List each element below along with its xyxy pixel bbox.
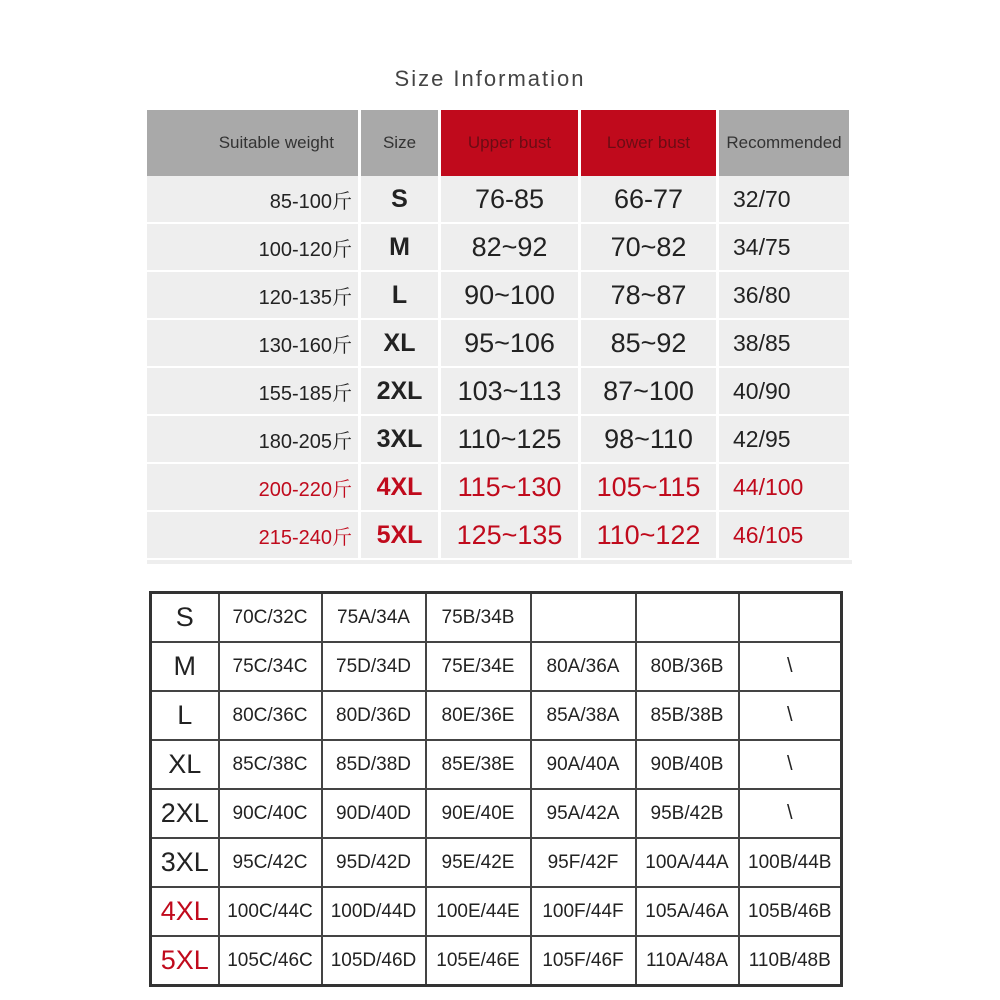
size-row — [147, 272, 852, 320]
weight-cell: 100-120斤 — [147, 224, 361, 272]
grid-cell: \ — [739, 691, 842, 740]
grid-cell: 105C/46C — [219, 936, 322, 986]
lower-bust-cell: 66-77 — [581, 176, 719, 224]
grid-cell: 100E/44E — [426, 887, 531, 936]
lower-bust-cell: 105~115 — [581, 464, 719, 512]
grid-cell — [636, 593, 739, 643]
grid-cell: 80A/36A — [531, 642, 636, 691]
size-row — [147, 176, 852, 224]
weight-cell: 155-185斤 — [147, 368, 361, 416]
grid-size-label: XL — [151, 740, 219, 789]
grid-size-label: L — [151, 691, 219, 740]
grid-cell: 90A/40A — [531, 740, 636, 789]
recommended-cell: 34/75 — [719, 224, 852, 272]
weight-cell: 130-160斤 — [147, 320, 361, 368]
grid-cell: 105E/46E — [426, 936, 531, 986]
grid-cell: 90E/40E — [426, 789, 531, 838]
size-cell: 2XL — [361, 368, 441, 416]
grid-cell: 105F/46F — [531, 936, 636, 986]
upper-bust-cell: 125~135 — [441, 512, 581, 560]
grid-row — [151, 936, 842, 986]
weight-cell: 200-220斤 — [147, 464, 361, 512]
page-title: Size Information — [394, 66, 586, 91]
recommended-cell: 32/70 — [719, 176, 852, 224]
recommended-cell: 40/90 — [719, 368, 852, 416]
grid-cell: 110B/48B — [739, 936, 842, 986]
weight-cell: 180-205斤 — [147, 416, 361, 464]
recommended-cell: 46/105 — [719, 512, 852, 560]
size-row — [147, 512, 852, 560]
grid-cell: \ — [739, 789, 842, 838]
recommended-cell: 38/85 — [719, 320, 852, 368]
upper-bust-cell: 90~100 — [441, 272, 581, 320]
weight-cell: 215-240斤 — [147, 512, 361, 560]
weight-cell: 120-135斤 — [147, 272, 361, 320]
lower-bust-cell: 98~110 — [581, 416, 719, 464]
grid-row — [151, 642, 842, 691]
grid-cell: 100D/44D — [322, 887, 426, 936]
lower-bust-cell: 110~122 — [581, 512, 719, 560]
weight-cell: 85-100斤 — [147, 176, 361, 224]
recommended-cell: 42/95 — [719, 416, 852, 464]
grid-size-label: 2XL — [151, 789, 219, 838]
size-cell: 3XL — [361, 416, 441, 464]
grid-cell: 75B/34B — [426, 593, 531, 643]
grid-size-label: S — [151, 593, 219, 643]
grid-cell: \ — [739, 740, 842, 789]
recommended-cell: 36/80 — [719, 272, 852, 320]
size-row — [147, 416, 852, 464]
size-row — [147, 368, 852, 416]
lower-bust-cell: 70~82 — [581, 224, 719, 272]
header-size: Size — [361, 110, 441, 176]
grid-cell: 105D/46D — [322, 936, 426, 986]
grid-cell: 85D/38D — [322, 740, 426, 789]
grid-cell: 100A/44A — [636, 838, 739, 887]
grid-cell: 95C/42C — [219, 838, 322, 887]
grid-row — [151, 740, 842, 789]
lower-bust-cell: 85~92 — [581, 320, 719, 368]
upper-bust-cell: 103~113 — [441, 368, 581, 416]
grid-cell: 80D/36D — [322, 691, 426, 740]
grid-cell: 90D/40D — [322, 789, 426, 838]
grid-row — [151, 593, 842, 643]
grid-cell: 105B/46B — [739, 887, 842, 936]
grid-cell — [531, 593, 636, 643]
grid-cell: 75E/34E — [426, 642, 531, 691]
grid-size-label: 3XL — [151, 838, 219, 887]
grid-cell: \ — [739, 642, 842, 691]
grid-cell: 95D/42D — [322, 838, 426, 887]
grid-cell: 100C/44C — [219, 887, 322, 936]
grid-cell: 75D/34D — [322, 642, 426, 691]
header-upper-bust: Upper bust — [441, 110, 581, 176]
grid-cell — [739, 593, 842, 643]
bra-size-grid — [149, 591, 843, 987]
grid-cell: 85A/38A — [531, 691, 636, 740]
grid-cell: 90B/40B — [636, 740, 739, 789]
grid-size-label: 5XL — [151, 936, 219, 986]
grid-cell: 95A/42A — [531, 789, 636, 838]
grid-cell: 105A/46A — [636, 887, 739, 936]
grid-cell: 85B/38B — [636, 691, 739, 740]
grid-cell: 85C/38C — [219, 740, 322, 789]
grid-cell: 80E/36E — [426, 691, 531, 740]
size-cell: 5XL — [361, 512, 441, 560]
size-cell: XL — [361, 320, 441, 368]
grid-cell: 90C/40C — [219, 789, 322, 838]
upper-bust-cell: 82~92 — [441, 224, 581, 272]
size-table — [147, 110, 852, 560]
grid-size-label: M — [151, 642, 219, 691]
grid-cell: 75A/34A — [322, 593, 426, 643]
size-cell: 4XL — [361, 464, 441, 512]
size-row — [147, 224, 852, 272]
grid-cell: 80B/36B — [636, 642, 739, 691]
grid-row — [151, 789, 842, 838]
header-recommended: Recommended — [719, 110, 852, 176]
lower-bust-cell: 78~87 — [581, 272, 719, 320]
size-cell: S — [361, 176, 441, 224]
grid-row — [151, 691, 842, 740]
grid-cell: 110A/48A — [636, 936, 739, 986]
grid-cell: 70C/32C — [219, 593, 322, 643]
upper-bust-cell: 95~106 — [441, 320, 581, 368]
lower-bust-cell: 87~100 — [581, 368, 719, 416]
upper-bust-cell: 115~130 — [441, 464, 581, 512]
grid-cell: 85E/38E — [426, 740, 531, 789]
recommended-cell: 44/100 — [719, 464, 852, 512]
grid-cell: 95F/42F — [531, 838, 636, 887]
grid-row — [151, 838, 842, 887]
size-cell: L — [361, 272, 441, 320]
grid-cell: 75C/34C — [219, 642, 322, 691]
size-row — [147, 464, 852, 512]
grid-cell: 100F/44F — [531, 887, 636, 936]
size-cell: M — [361, 224, 441, 272]
grid-cell: 100B/44B — [739, 838, 842, 887]
upper-bust-cell: 110~125 — [441, 416, 581, 464]
grid-cell: 95B/42B — [636, 789, 739, 838]
size-row — [147, 320, 852, 368]
grid-cell: 95E/42E — [426, 838, 531, 887]
size-table-header — [147, 110, 852, 176]
header-weight: Suitable weight — [147, 110, 361, 176]
grid-row — [151, 887, 842, 936]
header-lower-bust: Lower bust — [581, 110, 719, 176]
grid-cell: 80C/36C — [219, 691, 322, 740]
grid-size-label: 4XL — [151, 887, 219, 936]
upper-bust-cell: 76-85 — [441, 176, 581, 224]
